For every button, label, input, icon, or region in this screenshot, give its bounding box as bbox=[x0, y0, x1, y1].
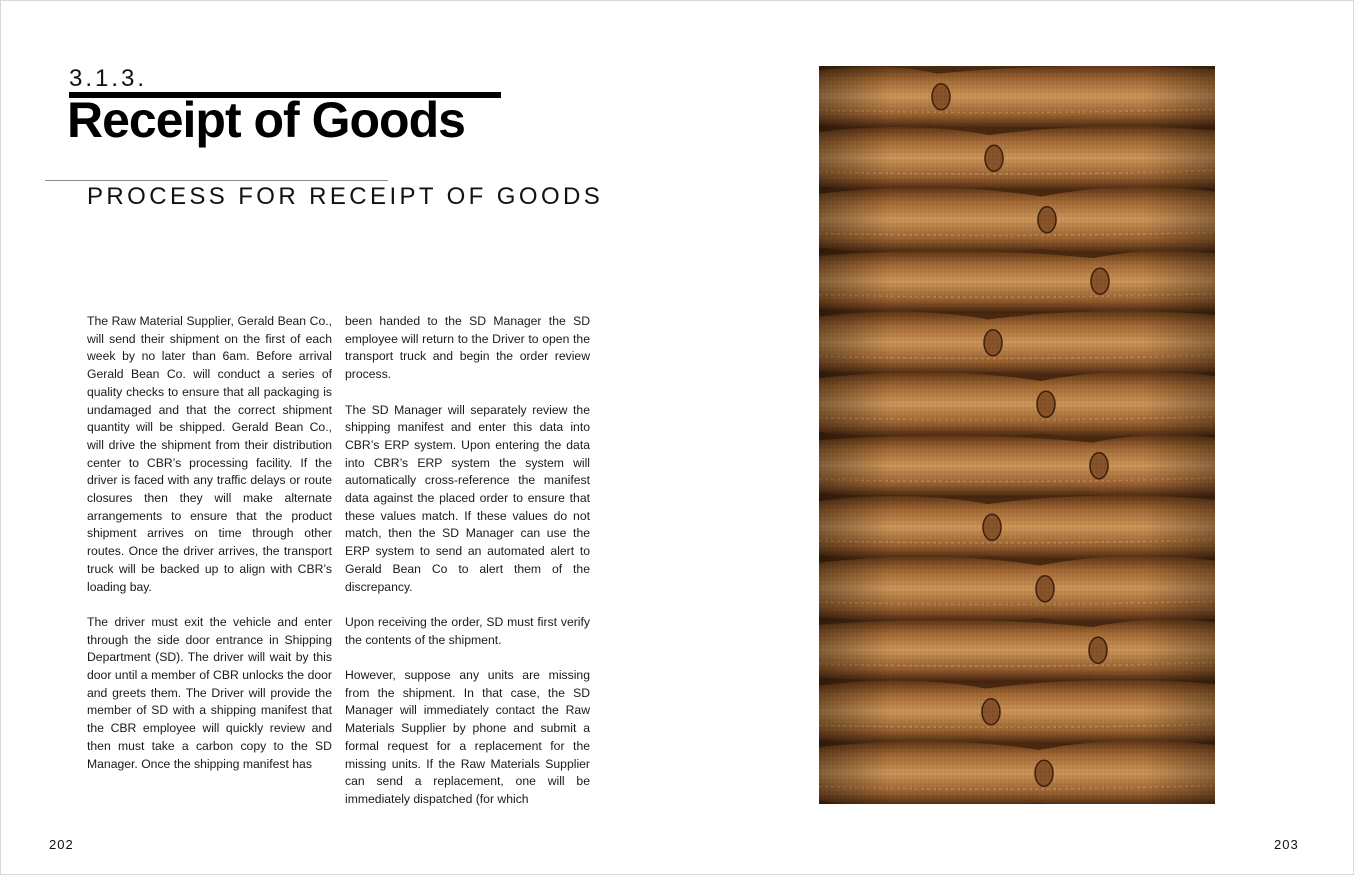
paragraph: The SD Manager will separately review the shipping manifest and enter this data into CBR’s ERP system. Upon entering the data into CBR’s ERP system the system will automatically cross-reference the manifest data against the placed order to ensure that these values match. If these values do not match, then the SD Manager can use the ERP system to send an automated alert to Gerald Bean Co to alert them of the discrepancy. bbox=[345, 402, 590, 594]
subtitle-rule bbox=[45, 180, 388, 181]
paragraph: The driver must exit the vehicle and enter through the side door entrance in Shipping Department (SD). The driver will wait by this door until a member of CBR unlocks the door and greets them. The Driver will provide the member of SD with a shipping manifest that the CBR employee will quickly review and then must take a carbon copy to the SD Manager. Once the shipping manifest has bbox=[87, 614, 332, 771]
section-subtitle: PROCESS FOR RECEIPT OF GOODS bbox=[87, 183, 604, 210]
text-column-right bbox=[345, 313, 590, 809]
paragraph: Upon receiving the order, SD must first verify the contents of the shipment. bbox=[345, 614, 590, 647]
burlap-sacks-illustration bbox=[819, 66, 1215, 804]
section-number: 3.1.3. bbox=[69, 65, 148, 92]
paragraph: However, suppose any units are missing from the shipment. In that case, the SD Manager will immediately contact the Raw Materials Supplier by phone and submit a formal request for a replacement for the missing units. If the Raw Materials Supplier can send a replacement, one will be immediately dispatched (for which bbox=[345, 668, 590, 806]
paragraph: been handed to the SD Manager the SD employee will return to the Driver to open the transport truck and begin the order review process. bbox=[345, 314, 590, 382]
section-title: Receipt of Goods bbox=[67, 92, 465, 148]
page-number-right: 203 bbox=[1274, 837, 1299, 852]
paragraph: The Raw Material Supplier, Gerald Bean Co., will send their shipment on the first of each week by no later than 6am. Before arrival Gerald Bean Co. will conduct a series of quality checks to ensure that all packaging is undamaged and that the correct shipment quantity will be shipped. Gerald Bean Co., will drive the shipment from their distribution center to CBR’s processing facility. If the driver is faced with any traffic delays or route closures then they will make alternate arrangements to ensure that the product shipment arrives on time through other routes. Once the driver arrives, the transport truck will be backed up to align with CBR’s loading bay. bbox=[87, 314, 332, 594]
burlap-sacks-photo bbox=[819, 66, 1215, 804]
text-column-left bbox=[87, 313, 332, 809]
page-number-left: 202 bbox=[49, 837, 74, 852]
